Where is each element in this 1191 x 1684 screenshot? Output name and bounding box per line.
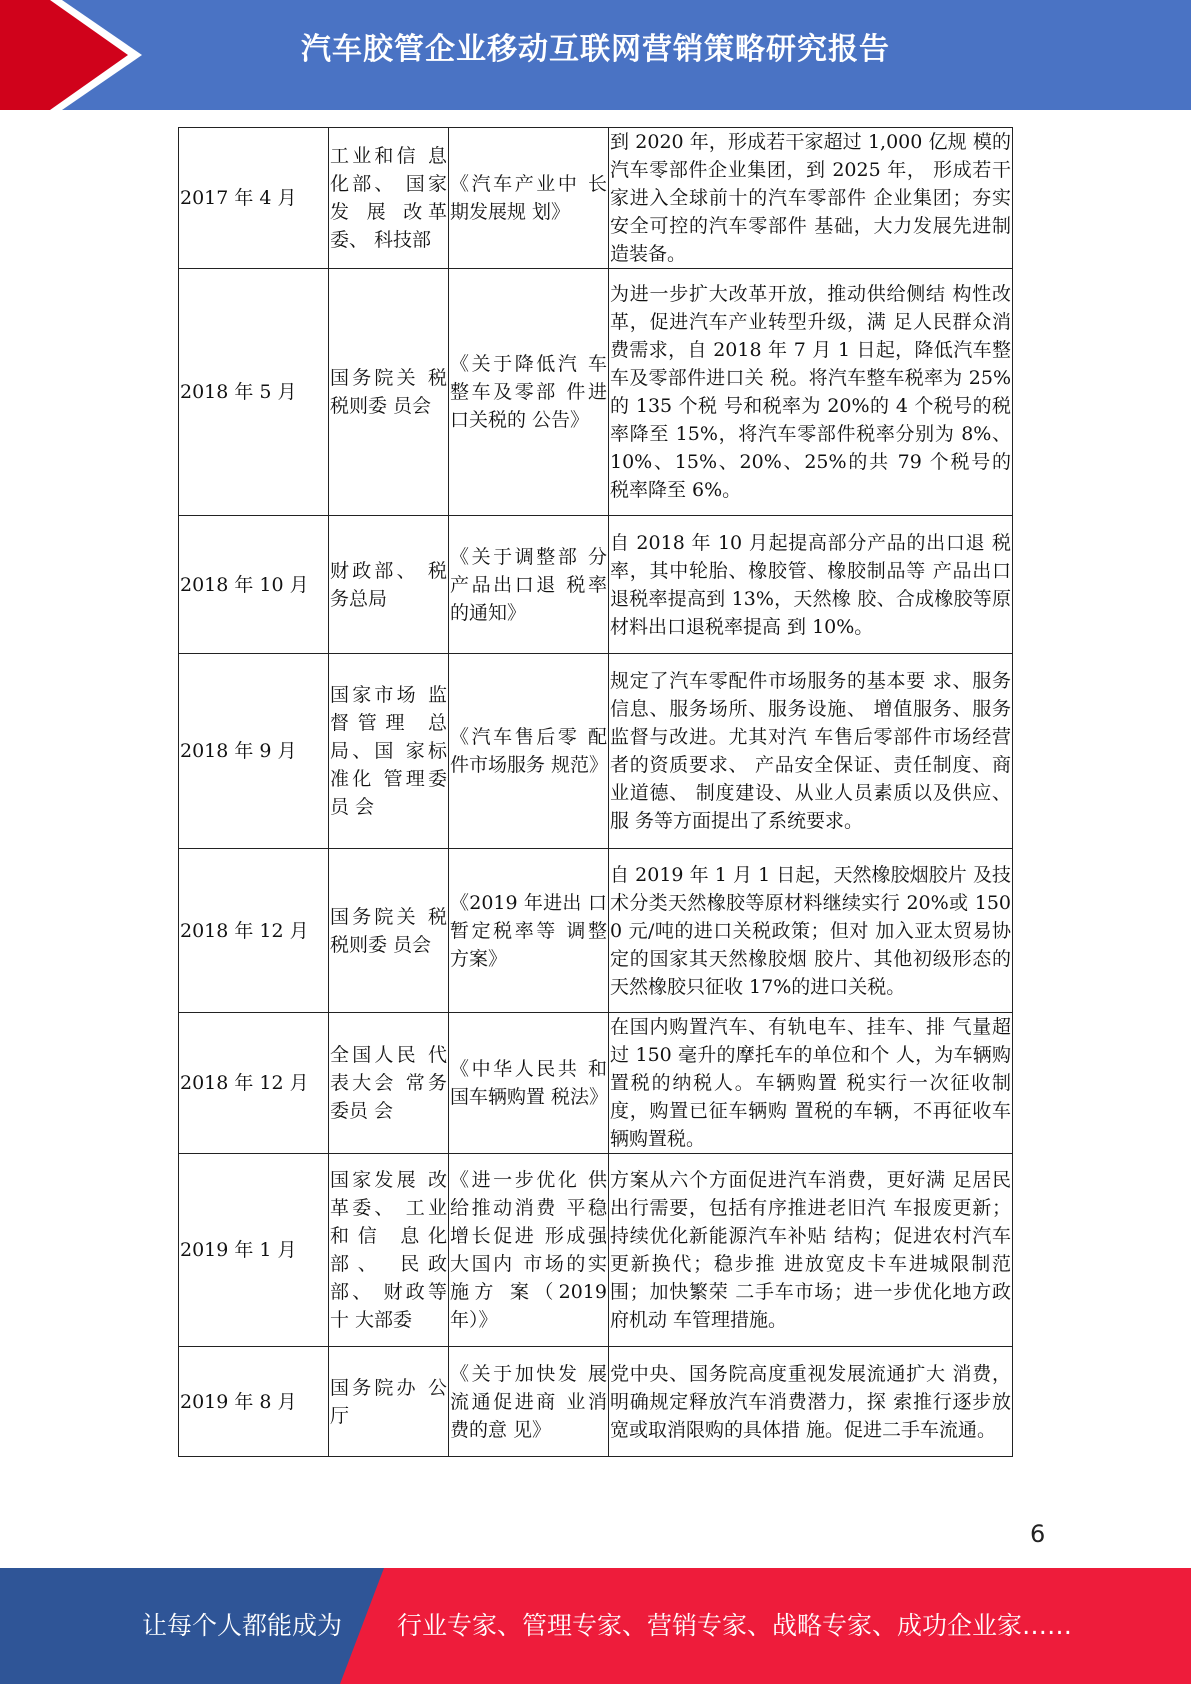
cell-org: 国家市场 监督管理 总局、国 家标准化 管理委员 会 [329,654,449,849]
cell-desc: 方案从六个方面促进汽车消费，更好满 足居民出行需要，包括有序推进老旧汽 车报废更新；持续优化新能源汽车补贴 结构；促进农村汽车更新换代；稳步推 进放宽皮卡车进城限制范围；加快繁荣 二手车市场；进一步优化地方政府机动 车管理措施。 [609,1154,1013,1347]
table-row [179,516,1013,654]
cell-desc: 自 2018 年 10 月起提高部分产品的出口退 税率，其中轮胎、橡胶管、橡胶制品等 产品出口退税率提高到 13%，天然橡 胶、合成橡胶等原材料出口退税率提高 到 10%。 [609,516,1013,654]
cell-doc: 《汽车产业中 长期发展规 划》 [449,128,609,269]
table-row [179,128,1013,269]
table-row [179,1347,1013,1457]
cell-org: 全国人民 代表大会 常务委员 会 [329,1013,449,1154]
cell-org: 国家发展 改革委、 工业和信 息化部、 民政部、 财政等十 大部委 [329,1154,449,1347]
footer-slogan-left: 让每个人都能成为 [142,1611,343,1640]
table-row [179,1154,1013,1347]
table-row [179,1013,1013,1154]
cell-date: 2019 年 1 月 [179,1154,329,1347]
table-row [179,849,1013,1013]
page-footer [0,1568,1191,1684]
cell-org: 国务院办 公厅 [329,1347,449,1457]
cell-desc: 规定了汽车零配件市场服务的基本要 求、服务信息、服务场所、服务设施、 增值服务、服务监督与改进。尤其对汽 车售后零部件市场经营者的资质要求、 产品安全保证、责任制度、商业道德、 制度建设、从业人员素质以及供应、服 务等方面提出了系统要求。 [609,654,1013,849]
page-header [0,0,1191,110]
cell-date: 2018 年 9 月 [179,654,329,849]
cell-date: 2018 年 12 月 [179,849,329,1013]
cell-doc: 《进一步优化 供给推动消费 平稳增长促进 形成强大国内 市场的实施方 案（2019 年）》 [449,1154,609,1347]
cell-doc: 《关于加快发 展流通促进商 业消费的意 见》 [449,1347,609,1457]
cell-desc: 自 2019 年 1 月 1 日起，天然橡胶烟胶片 及技术分类天然橡胶等原材料继续实行 20%或 1500 元/吨的进口关税政策；但对 加入亚太贸易协定的国家其天然橡胶烟 胶片、其他初级形态的天然橡胶只征收 17%的进口关税。 [609,849,1013,1013]
policy-table [178,127,1013,1457]
cell-date: 2018 年 10 月 [179,516,329,654]
cell-date: 2017 年 4 月 [179,128,329,269]
cell-doc: 《中华人民共 和国车辆购置 税法》 [449,1013,609,1154]
cell-doc: 《关于降低汽 车整车及零部 件进口关税的 公告》 [449,269,609,516]
footer-slogan-right: 行业专家、管理专家、营销专家、战略专家、成功企业家…… [397,1611,1073,1640]
cell-doc: 《汽车售后零 配件市场服务 规范》 [449,654,609,849]
page-number: 6 [1030,1520,1046,1548]
cell-date: 2018 年 5 月 [179,269,329,516]
table-row [179,654,1013,849]
cell-date: 2019 年 8 月 [179,1347,329,1457]
cell-org: 国务院关 税税则委 员会 [329,849,449,1013]
cell-org: 财政部、 税务总局 [329,516,449,654]
cell-org: 国务院关 税税则委 员会 [329,269,449,516]
cell-doc: 《关于调整部 分产品出口退 税率的通知》 [449,516,609,654]
cell-doc: 《2019 年进出 口暂定税率等 调整方案》 [449,849,609,1013]
cell-desc: 在国内购置汽车、有轨电车、挂车、排 气量超过 150 毫升的摩托车的单位和个 人，为车辆购置税的纳税人。车辆购置 税实行一次征收制度，购置已征车辆购 置税的车辆，不再征收车辆购置税。 [609,1013,1013,1154]
table-row [179,269,1013,516]
cell-date: 2018 年 12 月 [179,1013,329,1154]
cell-desc: 党中央、国务院高度重视发展流通扩大 消费，明确规定释放汽车消费潜力，探 索推行逐步放宽或取消限购的具体措 施。促进二手车流通。 [609,1347,1013,1457]
cell-desc: 到 2020 年，形成若干家超过 1,000 亿规 模的汽车零部件企业集团，到 2025 年， 形成若干家进入全球前十的汽车零部件 企业集团；夯实安全可控的汽车零部件 基础，大力发展先进制造装备。 [609,128,1013,269]
report-title: 汽车胶管企业移动互联网营销策略研究报告 [301,32,890,67]
cell-org: 工业和信 息化部、 国家发 展 改革委、 科技部 [329,128,449,269]
cell-desc: 为进一步扩大改革开放，推动供给侧结 构性改革，促进汽车产业转型升级，满 足人民群众消费需求，自 2018 年 7 月 1 日起，降低汽车整车及零部件进口关 税。将汽车整车税率为 25%的 135 个税 号和税率为 20%的 4 个税号的税率降至 15%，将汽车零部件税率分别为 8%、 10%、15%、20%、25%的共 79 个税号的 税率降至 6%。 [609,269,1013,516]
